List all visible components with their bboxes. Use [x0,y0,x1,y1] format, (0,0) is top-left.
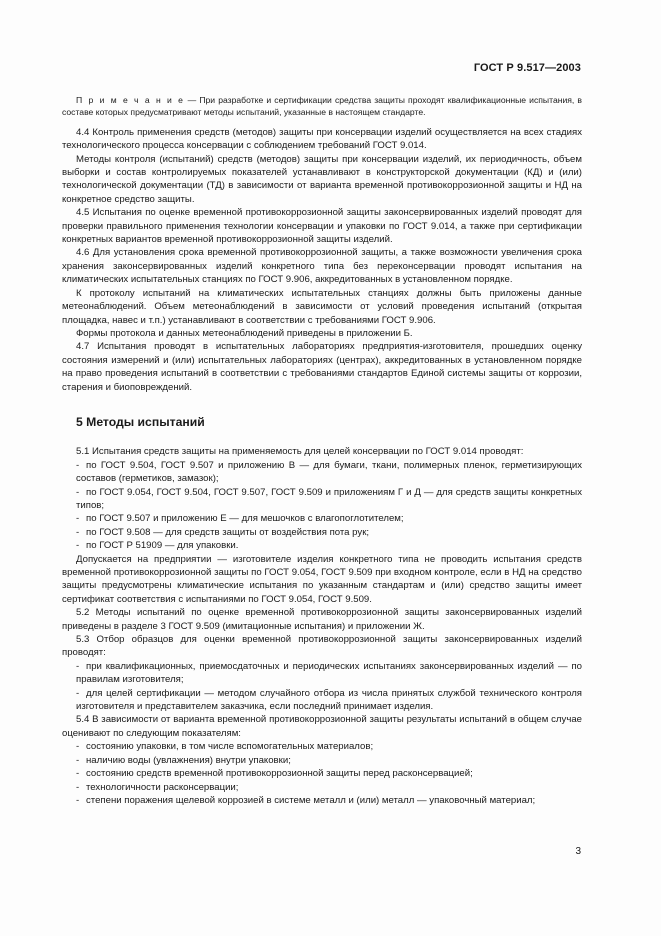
clause-5-3: 5.3 Отбор образцов для оценки временной противокоррозионной защиты законсервированных изделий проводят: [62,634,582,659]
clause-4-4-methods: Методы контроля (испытаний) средств (методов) защиты при консервации изделий, их периодичность, объем выборки и состав контролируемых показателей устанавливают в конструкторской документации (КД) и (или) технологической документации (ТД) в зависимости от варианта временной противокоррозионной защиты и НД на конкретное средство защиты. [62,153,582,205]
clause-4-6-protocol: К протоколу испытаний на климатических испытательных станциях должны быть приложены данные метеонаблюдений. Объем метеонаблюдений в зависимости от условий проведения испытаний (открытая площадка, навес и т.п.) устанавливают в соответствии с требованиями ГОСТ 9.906. [62,287,582,326]
clause-4-6: 4.6 Для установления срока временной противокоррозионной защиты, а также возможности увеличения срока хранения законсервированных изделий конкретного типа без переконсервации проводят испытания на климатических испытательных станциях по ГОСТ 9.906, аккредитованных в установленном порядке. [62,247,582,286]
list-item: - для целей сертификации — методом случайного отбора из числа принятых службой технического контроля изготовителя и представителем заказчика, если последний принимает изделия. [76,687,582,713]
note-label: П р и м е ч а н и е [76,95,185,105]
clause-5-4: 5.4 В зависимости от варианта временной противокоррозионной защиты результаты испытаний в общем случае оценивают по следующим показателям: [62,714,582,739]
list-item: - при квалификационных, приемосдаточных и периодических испытаниях законсервированных изделий — по правилам изготовителя; [76,660,582,686]
list-item: - по ГОСТ Р 51909 — для упаковки. [76,540,239,552]
list-item: - наличию воды (увлажнения) внутри упаковки; [76,754,291,766]
clause-4-6-forms: Формы протокола и данных метеонаблюдений приведены в приложении Б. [76,327,413,339]
clause-5-2: 5.2 Методы испытаний по оценке временной противокоррозионной защиты законсервированных изделий приведены в разделе 3 ГОСТ 9.509 (имитационные испытания) и приложении Ж. [62,607,582,632]
clause-4-5: 4.5 Испытания по оценке временной противокоррозионной защиты законсервированных изделий проводят для проверки правильного применения технологии консервации и упаковки по ГОСТ 9.014, а также при сертификации конкретных вариантов временной противокоррозионной защиты изделий. [62,207,582,246]
list-item: - по ГОСТ 9.504, ГОСТ 9.507 и приложению В — для бумаги, ткани, полимерных пленок, герметизирующих составов (герметиков, замазок); [76,459,582,485]
list-item: - технологичности расконсервации; [76,781,239,793]
list-item: - состоянию упаковки, в том числе вспомогательных материалов; [76,741,374,753]
clause-4-4: 4.4 Контроль применения средств (методов) защиты при консервации изделий осуществляется на всех стадиях технологического процесса консервации с соблюдением требований ГОСТ 9.014. [62,126,582,152]
list-item: - по ГОСТ 9.508 — для средств защиты от воздействия пота рук; [76,526,370,538]
section-5-title: 5 Методы испытаний [76,414,205,429]
clause-4-7: 4.7 Испытания проводят в испытательных лабораториях предприятия-изготовителя, прошедших оценку состояния измерений и (или) испытательных лабораториях (центрах), аккредитованных в установленном порядке на право проведения испытаний в соответствии с требованиями стандартов Единой системы защиты от коррозии, старения и биоповреждений. [62,341,582,393]
list-item: - по ГОСТ 9.507 и приложению Е — для мешочков с влагопоглотителем; [76,513,404,525]
document-body [62,94,582,807]
list-item: - состоянию средств временной противокоррозионной защиты перед расконсервацией; [76,768,473,780]
list-item: - степени поражения щелевой коррозией в системе металл и (или) металл — упаковочный материал; [76,794,536,806]
note-paragraph [62,94,582,119]
list-item: - по ГОСТ 9.054, ГОСТ 9.504, ГОСТ 9.507, ГОСТ 9.509 и приложениям Г и Д — для средств защиты конкретных типов; [76,486,582,511]
standard-code-header: ГОСТ Р 9.517—2003 [473,62,581,74]
page-number: 3 [575,846,581,857]
clause-5-1-allowance: Допускается на предприятии — изготовителе изделия конкретного типа не проводить испытания средств временной противокоррозионной защиты по ГОСТ 9.054, ГОСТ 9.509 при входном контроле, если в НД на средство защиты предусмотрены климатические испытания по указанным стандартам и (или) средство защиты имеет сертификат соответствия с испытаниями по ГОСТ 9.054, ГОСТ 9.509. [62,553,582,605]
clause-5-1: 5.1 Испытания средств защиты на применяемость для целей консервации по ГОСТ 9.014 проводят: [76,446,524,458]
note-text: — При разработке и сертификации средства защиты проходят квалификационные испытания, в составе которых предусматривают методы испытаний, указанные в настоящем стандарте. [62,95,583,118]
